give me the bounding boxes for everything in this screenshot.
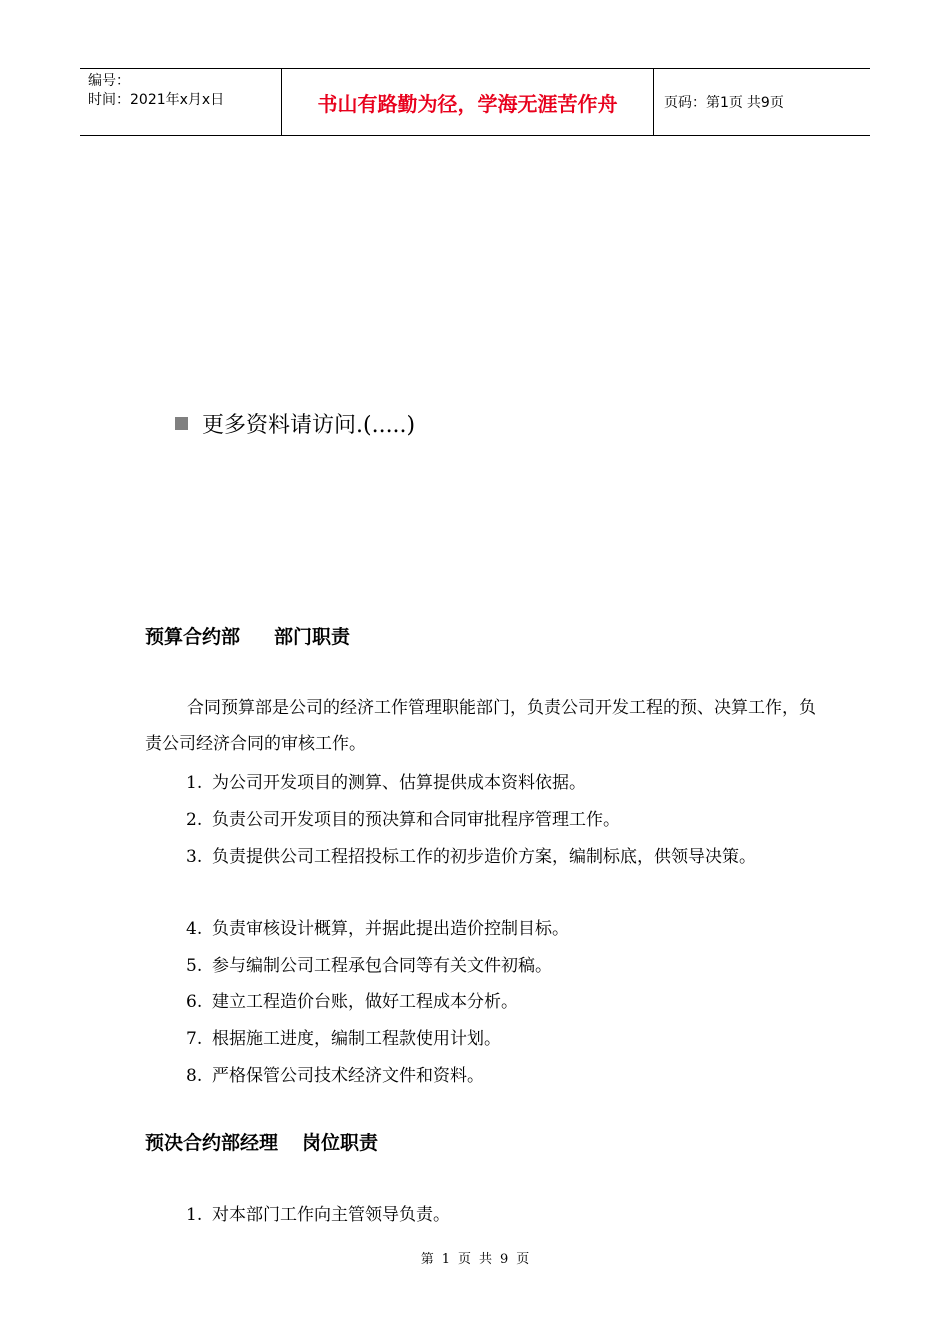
total-label: 共9页 — [746, 95, 784, 111]
section2-title: 预决合约部经理 — [145, 1132, 279, 1154]
list-item — [186, 987, 518, 1012]
list-item — [186, 914, 569, 939]
section2-heading — [145, 1128, 378, 1155]
header-table — [80, 68, 870, 136]
list-text: 负责审核设计概算，并据此提出造价控制目标。 — [212, 919, 569, 939]
list-text: 建立工程造价台账，做好工程成本分析。 — [212, 992, 518, 1012]
list-number: 1. — [186, 1205, 203, 1225]
header-meta — [80, 69, 281, 135]
page-footer — [0, 1248, 950, 1267]
list-item — [186, 768, 586, 793]
more-info-text: 更多资料请访问.(.....) — [202, 413, 416, 438]
more-info-line — [175, 408, 415, 439]
footer-text: 第 — [420, 1252, 434, 1267]
list-text: 根据施工进度，编制工程款使用计划。 — [212, 1029, 501, 1049]
footer-text: 共 — [479, 1252, 493, 1267]
list-text: 参与编制公司工程承包合同等有关文件初稿。 — [212, 956, 552, 976]
number-label: 编号： — [88, 73, 130, 89]
list-item — [186, 951, 552, 976]
list-text: 负责公司开发项目的预决算和合同审批程序管理工作。 — [212, 810, 620, 830]
section2-subtitle: 岗位职责 — [302, 1132, 379, 1154]
list-number: 8. — [186, 1066, 203, 1086]
section1-subtitle: 部门职责 — [274, 626, 351, 648]
footer-text: 页 — [457, 1252, 471, 1267]
square-bullet-icon — [175, 417, 188, 430]
footer-page-number: 1 — [441, 1252, 450, 1267]
list-item — [186, 1200, 450, 1225]
list-number: 7. — [186, 1029, 203, 1049]
page-label: 页码：第1页 — [664, 95, 743, 111]
list-number: 2. — [186, 810, 203, 830]
section1-title: 预算合约部 — [145, 626, 241, 648]
list-item — [186, 805, 620, 830]
list-text: 严格保管公司技术经济文件和资料。 — [212, 1066, 484, 1086]
list-text: 对本部门工作向主管领导负责。 — [212, 1205, 450, 1225]
list-number: 4. — [186, 919, 203, 939]
list-text: 为公司开发项目的测算、估算提供成本资料依据。 — [212, 773, 586, 793]
time-label: 时间：2021年x月x日 — [88, 92, 225, 108]
header-motto: 书山有路勤为径，学海无涯苦作舟 — [281, 69, 654, 135]
list-item — [186, 1024, 501, 1049]
header-page-info — [654, 69, 870, 135]
footer-text: 页 — [516, 1252, 530, 1267]
section1-intro: 合同预算部是公司的经济工作管理职能部门，负责公司开发工程的预、决算工作，负责公司经济合同的审核工作。 — [145, 698, 816, 754]
list-text: 负责提供公司工程招投标工作的初步造价方案，编制标底，供领导决策。 — [212, 847, 756, 867]
footer-total-pages: 9 — [500, 1252, 509, 1267]
list-number: 6. — [186, 992, 203, 1012]
list-number: 3. — [186, 847, 203, 867]
list-item — [186, 842, 756, 867]
section1-heading — [145, 622, 350, 649]
list-item — [186, 1061, 484, 1086]
list-number: 5. — [186, 956, 203, 976]
list-number: 1. — [186, 773, 203, 793]
